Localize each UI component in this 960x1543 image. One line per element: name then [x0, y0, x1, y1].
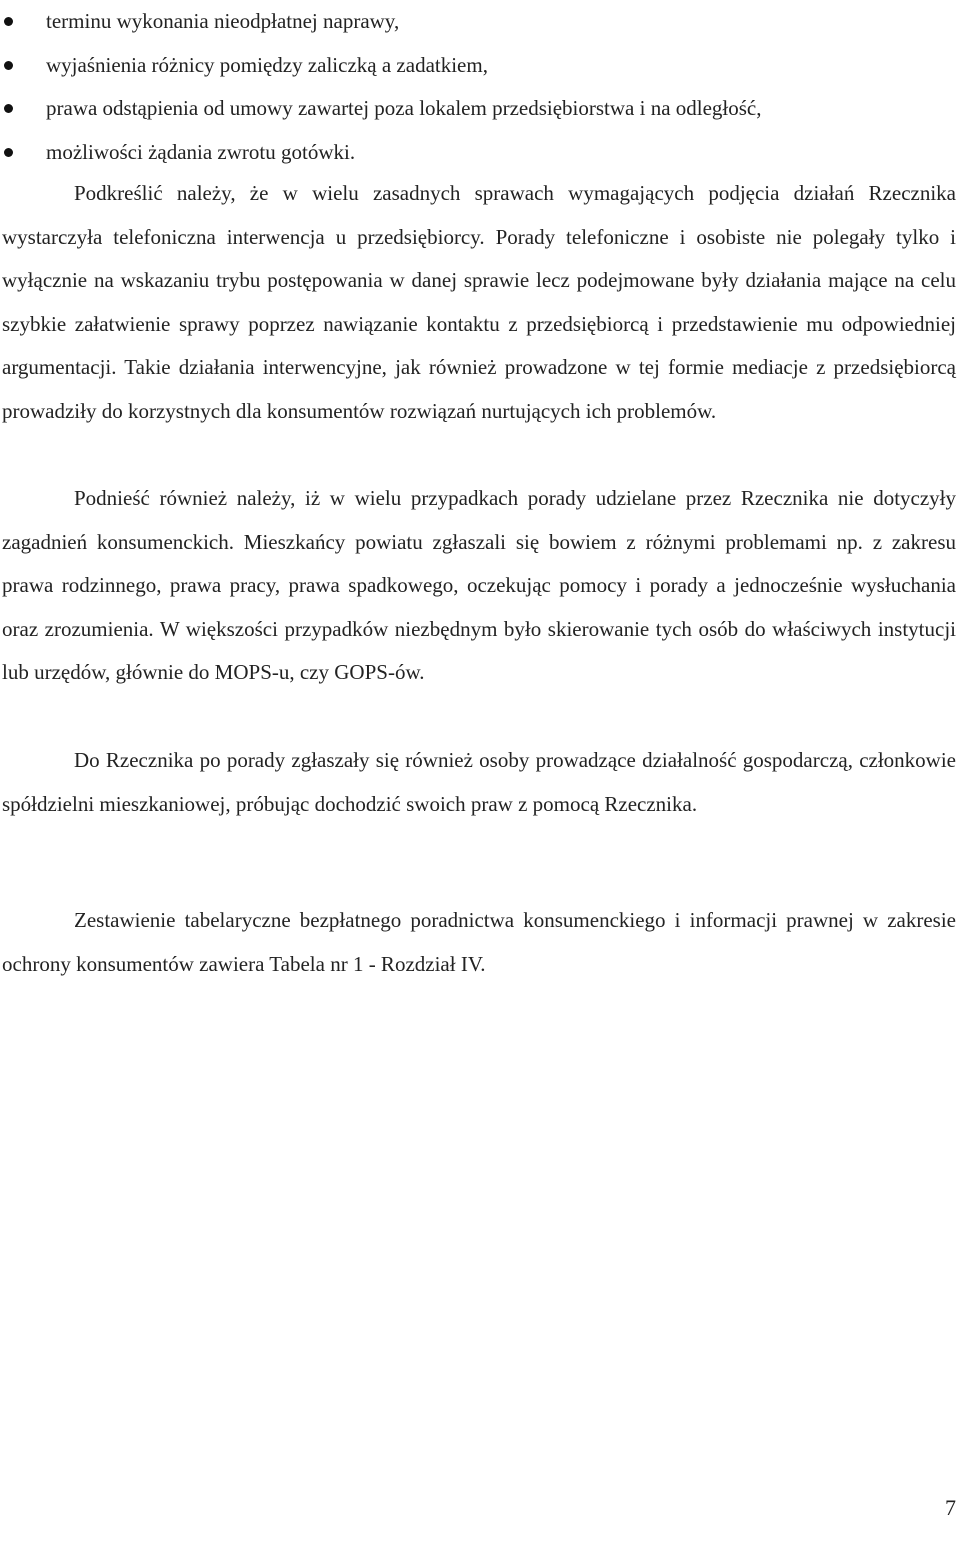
list-item: [0, 44, 958, 88]
list-item: [0, 87, 958, 131]
bullet-icon: [4, 61, 13, 70]
bullet-list: [0, 0, 958, 174]
list-item-text: prawa odstąpienia od umowy zawartej poza lokalem przedsiębiorstwa i na odległość,: [46, 96, 762, 120]
bullet-icon: [4, 104, 13, 113]
bullet-icon: [4, 148, 13, 157]
list-item-text: terminu wykonania nieodpłatnej naprawy,: [46, 9, 400, 33]
paragraph-telephone-interventions: Podkreślić należy, że w wielu zasadnych sprawach wymagających podjęcia działań Rzecznika wystarczyła telefoniczna interwencja u przedsiębiorcy. Porady telefoniczne i osobiste nie polegały tylko i wyłącznie na wskazaniu trybu postępowania w danej sprawie lecz podejmowane były działania mające na celu szybkie załatwienie sprawy poprzez nawiązanie kontaktu z przedsiębiorcą i przedstawienie mu odpowiedniej argumentacji. Takie działania interwencyjne, jak również prowadzone w tej formie mediacje z przedsiębiorcą prowadziły do korzystnych dla konsumentów rozwiązań nurtujących ich problemów.: [2, 181, 956, 423]
bullet-icon: [4, 17, 13, 26]
page-number: 7: [945, 1495, 956, 1520]
list-item: [0, 131, 958, 175]
list-item-text: możliwości żądania zwrotu gotówki.: [46, 139, 356, 164]
list-item-text: wyjaśnienia różnicy pomiędzy zaliczką a zadatkiem,: [46, 52, 488, 77]
list-item: [0, 0, 958, 44]
paragraph-business-owners: Do Rzecznika po porady zgłaszały się również osoby prowadzące działalność gospodarczą, członkowie spółdzielni mieszkaniowej, próbując dochodzić swoich praw z pomocą Rzecznika.: [2, 748, 956, 816]
paragraph-non-consumer-issues: Podnieść również należy, iż w wielu przypadkach porady udzielane przez Rzecznika nie dotyczyły zagadnień konsumenckich. Mieszkańcy powiatu zgłaszali się bowiem z różnymi problemami np. z zakresu prawa rodzinnego, prawa pracy, prawa spadkowego, oczekując pomocy i porady a jednocześnie wysłuchania oraz zrozumienia. W większości przypadków niezbędnym było skierowanie tych osób do właściwych instytucji lub urzędów, głównie do MOPS-u, czy GOPS-ów.: [2, 486, 956, 685]
paragraph-table-reference: Zestawienie tabelaryczne bezpłatnego poradnictwa konsumenckiego i informacji prawnej w zakresie ochrony konsumentów zawiera Tabela nr 1 - Rozdział IV.: [2, 908, 956, 976]
